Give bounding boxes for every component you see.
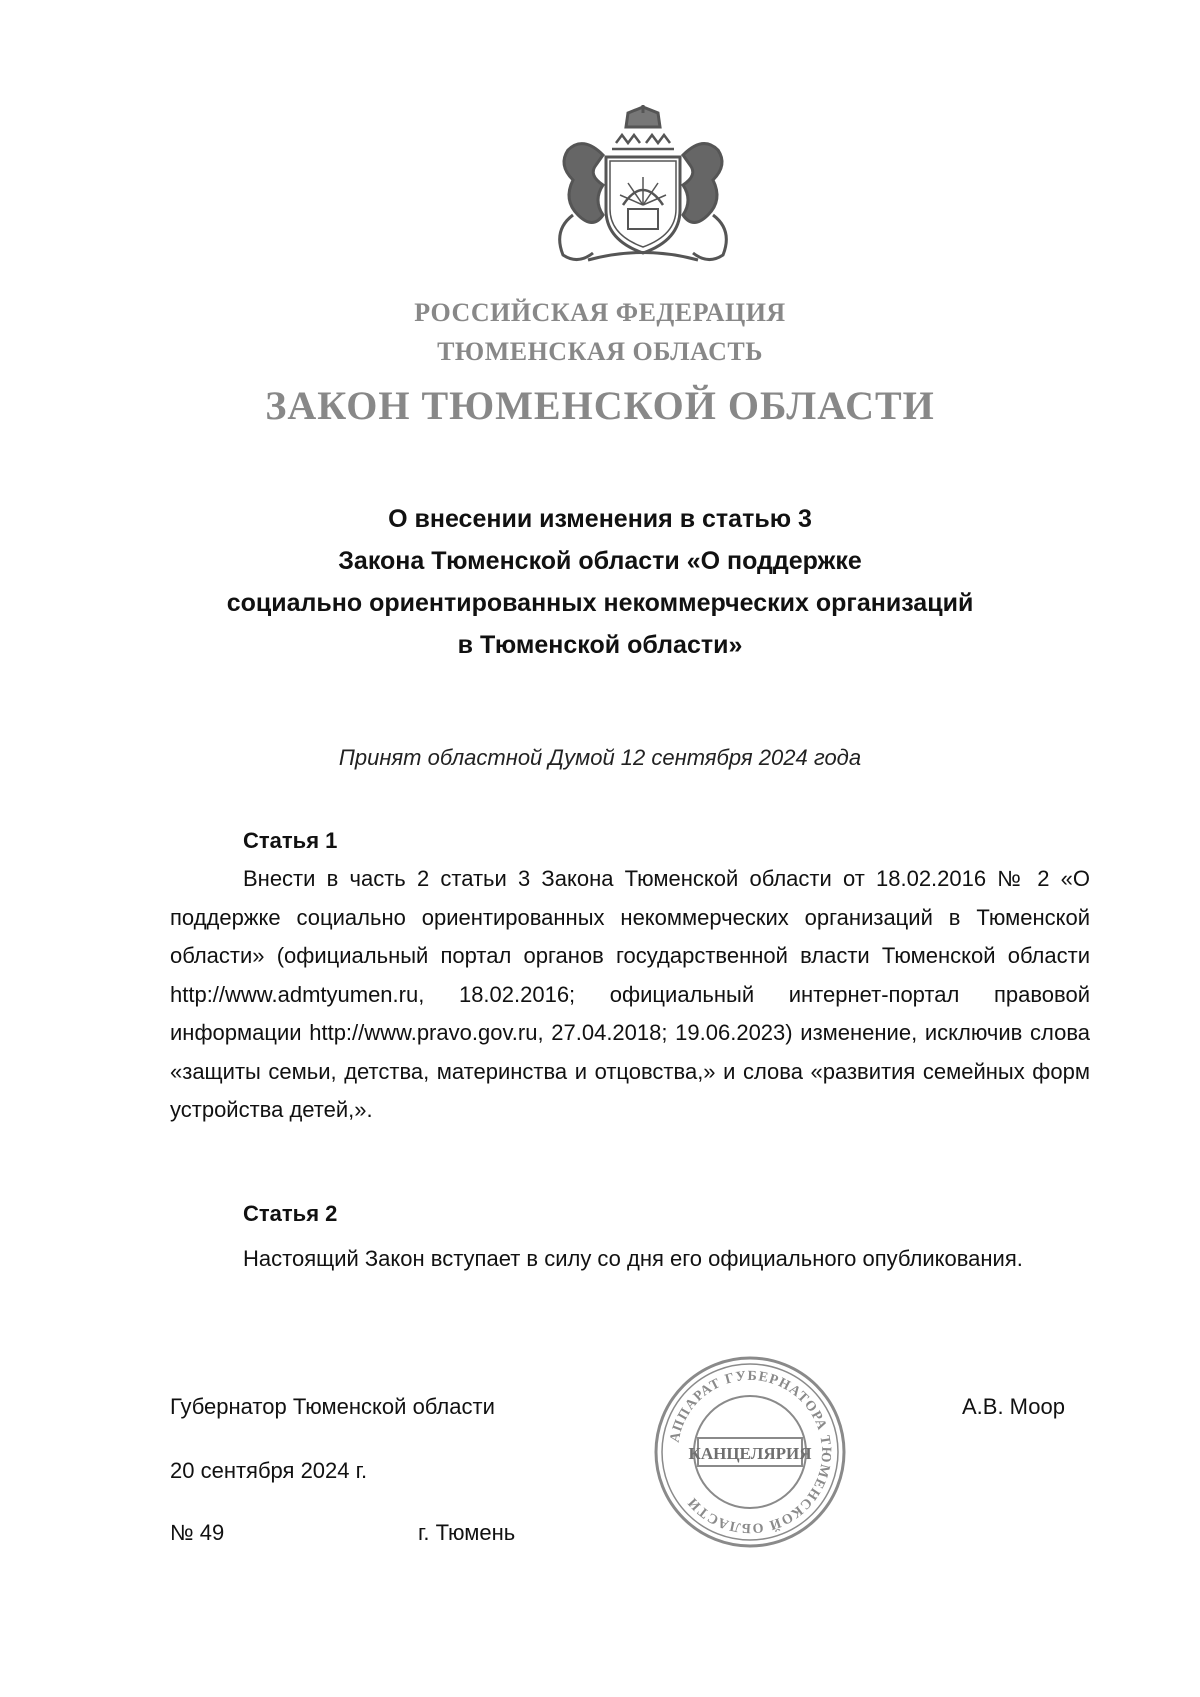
article-1-heading: Статья 1 xyxy=(243,828,338,853)
article-2-heading: Статья 2 xyxy=(243,1201,338,1226)
law-title-line: Закона Тюменской области «О поддержке xyxy=(338,547,862,575)
article-2-text: Настоящий Закон вступает в силу со дня его официального опубликования. xyxy=(243,1246,1023,1271)
coat-of-arms-emblem xyxy=(548,105,738,270)
stamp-ring-text: АППАРАТ ГУБЕРНАТОРА ТЮМЕНСКОЙ ОБЛАСТИ xyxy=(667,1368,834,1536)
stamp-center-text: КАНЦЕЛЯРИЯ xyxy=(688,1444,812,1463)
article-1-text: Внести в часть 2 статьи 3 Закона Тюменской области от 18.02.2016 № 2 «О поддержке социально ориентированных некоммерческих организаций в Тюменской области» (официальный портал органов государственной власти Тюменской области http://www.admtyumen.ru, 18.02.2016; официальный интернет-портал правовой информации http://www.pravo.gov.ru, 27.04.2018; 19.06.2023) изменение, исключив слова «защиты семьи, детства, материнства и отцовства,» и слова «развития семейных форм устройства детей,». xyxy=(170,866,1090,1122)
signing-date: 20 сентября 2024 г. xyxy=(170,1458,368,1483)
law-title xyxy=(0,498,1200,666)
signing-city: г. Тюмень xyxy=(418,1520,516,1545)
law-title-line: в Тюменской области» xyxy=(457,631,743,659)
law-number: № 49 xyxy=(170,1520,225,1545)
official-stamp xyxy=(650,1352,850,1552)
header-region: ТЮМЕНСКАЯ ОБЛАСТЬ xyxy=(437,337,763,366)
header-document-type: ЗАКОН ТЮМЕНСКОЙ ОБЛАСТИ xyxy=(265,383,935,428)
law-title-line: социально ориентированных некоммерческих организаций xyxy=(226,589,974,617)
header-federation: РОССИЙСКАЯ ФЕДЕРАЦИЯ xyxy=(414,298,786,327)
adoption-note: Принят областной Думой 12 сентября 2024 года xyxy=(338,745,862,770)
signatory-name: А.В. Моор xyxy=(962,1394,1065,1419)
law-title-line: О внесении изменения в статью 3 xyxy=(388,505,812,533)
signatory-title: Губернатор Тюменской области xyxy=(170,1394,495,1419)
